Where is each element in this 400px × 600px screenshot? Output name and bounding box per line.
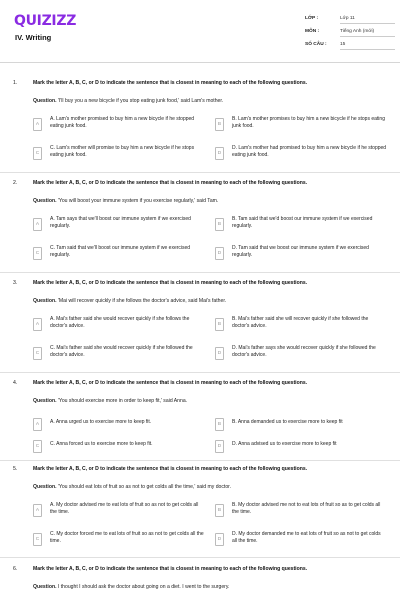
meta-key: SỐ CÂU : [305,42,327,47]
option-c[interactable] [33,345,203,365]
question-stem-text: I thought I should ask the doctor about going on a diet. I went to the surgery. [57,584,230,590]
question-stem [33,584,229,590]
option-c[interactable] [33,438,203,458]
meta-row-count [305,42,395,55]
question-label: Question. [33,198,57,204]
option-letter-box: B [215,418,224,431]
option-d[interactable] [215,245,385,265]
option-text: C. Tam said that we'll boost our immune system if we exercised regularly. [50,245,191,258]
page-header [0,0,400,62]
question-instruction: Mark the letter A, B, C, or D to indicate the sentence that is closest in meaning to each of the following questions. [33,80,308,86]
option-text: A. Mai's father said she would recover quickly if she follows the doctor's advice. [50,316,190,329]
option-d[interactable] [215,145,385,165]
question-instruction: Mark the letter A, B, C, or D to indicate the sentence that is closest in meaning to each of the following questions. [33,380,308,386]
option-text: D. Mai's father says she would recover quickly if she followed the doctor's advice. [232,345,376,358]
question-stem-text: 'You will boost your immune system if you exercise regularly,' said Tam. [57,198,219,204]
option-text: B. Tam said that we'd boost our immune system if we exercised regularly. [232,216,373,229]
question-divider [0,460,400,461]
option-text: A. Tam says that we'll boost our immune system if we exercised regularly. [50,216,191,229]
option-c[interactable] [33,245,203,265]
option-a[interactable] [33,116,203,136]
option-text: D. Lam's mother had promised to buy him a new bicycle if he stopped eating junk food. [232,145,387,158]
option-text: C. Anna forced us to exercise more to keep fit. [50,441,153,447]
header-divider [0,62,400,63]
question-instruction: Mark the letter A, B, C, or D to indicate the sentence that is closest in meaning to each of the following questions. [33,566,308,572]
meta-value: Tiếng Anh (mới) [340,29,395,37]
option-c[interactable] [33,145,203,165]
quizizz-logo: QUIZIZZ [14,13,77,29]
option-letter-box: D [215,247,224,260]
option-letter-box: B [215,118,224,131]
question-stem-text: 'Mai will recover quickly if she follows the doctor's advice, said Mai's father. [57,298,227,304]
option-letter-box: A [33,318,42,331]
option-letter-box: D [215,440,224,453]
option-a[interactable] [33,216,203,236]
option-letter-box: C [33,533,42,546]
option-letter-box: B [215,318,224,331]
option-b[interactable] [215,216,385,236]
option-text: B. Mai's father said she will recover quickly if she followed the doctor's advice. [232,316,369,329]
option-text: A. My doctor advised me to eat lots of fruit so as not to get colds all the time. [50,502,199,515]
option-letter-box: A [33,218,42,231]
option-b[interactable] [215,116,385,136]
option-d[interactable] [215,345,385,365]
meta-table [305,16,395,55]
question-number: 4. [13,380,18,386]
question-stem-text: 'You should exercise more in order to keep fit,' said Anna. [57,398,188,404]
meta-value: 15 [340,42,395,50]
option-a[interactable] [33,316,203,336]
option-letter-box: C [33,247,42,260]
question-stem [33,98,223,104]
meta-key: LỚP : [305,16,319,21]
option-letter-box: C [33,440,42,453]
question-stem-text: 'I'll buy you a new bicycle if you stop eating junk food,' said Lam's mother. [57,98,224,104]
option-c[interactable] [33,531,203,551]
question-label: Question. [33,398,57,404]
question-divider [0,172,400,173]
section-title: IV. Writing [15,33,52,42]
question-stem [33,484,231,490]
meta-value: Lớp 11 [340,16,395,24]
option-text: B. My doctor advised me not to eat lots of fruit so as to get colds all the time. [232,502,381,515]
option-d[interactable] [215,531,385,551]
option-letter-box: B [215,504,224,517]
option-letter-box: D [215,147,224,160]
question-instruction: Mark the letter A, B, C, or D to indicate the sentence that is closest in meaning to each of the following questions. [33,180,308,186]
option-text: B. Anna demanded us to exercise more to keep fit [232,419,343,425]
question-instruction: Mark the letter A, B, C, or D to indicate the sentence that is closest in meaning to each of the following questions. [33,466,308,472]
option-b[interactable] [215,416,385,436]
question-stem [33,198,218,204]
option-d[interactable] [215,438,385,458]
option-a[interactable] [33,416,203,436]
question-stem [33,398,187,404]
option-b[interactable] [215,502,385,522]
option-text: D. Anna advised us to exercise more to keep fit [232,441,337,447]
option-letter-box: A [33,504,42,517]
question-label: Question. [33,298,57,304]
question-divider [0,557,400,558]
question-label: Question. [33,98,57,104]
option-a[interactable] [33,502,203,522]
option-text: C. Mai's father said she would recover quickly if she followed the doctor's advice. [50,345,193,358]
question-label: Question. [33,584,57,590]
option-text: C. Lam's mother will promise to buy him a new bicycle if he stops eating junk food. [50,145,195,158]
question-divider [0,372,400,373]
question-stem-text: 'You should eat lots of fruit so as not to get colds all the time,' said my doctor. [57,484,231,490]
option-text: A. Lam's mother promised to buy him a new bicycle if he stopped eating junk food. [50,116,195,129]
option-letter-box: A [33,118,42,131]
option-text: C. My doctor forced me to eat lots of fruit so as not to get colds all the time. [50,531,204,544]
option-b[interactable] [215,316,385,336]
option-text: B. Lam's mother promises to buy him a new bicycle if he stops eating junk food. [232,116,385,129]
option-letter-box: C [33,347,42,360]
option-text: A. Anna urged us to exercise more to keep fit. [50,419,152,425]
meta-key: MÔN : [305,29,320,34]
question-number: 5. [13,466,18,472]
option-text: D. My doctor demanded me to eat lots of fruit so as not to get colds all the time. [232,531,381,544]
option-letter-box: D [215,533,224,546]
option-letter-box: D [215,347,224,360]
question-number: 3. [13,280,18,286]
question-number: 6. [13,566,18,572]
question-divider [0,272,400,273]
option-letter-box: C [33,147,42,160]
meta-row-subject [305,29,395,42]
option-letter-box: B [215,218,224,231]
option-text: D. Tam said that we boost our immune system if we exercised regularly. [232,245,369,258]
question-number: 2. [13,180,18,186]
meta-row-class [305,16,395,29]
question-label: Question. [33,484,57,490]
question-instruction: Mark the letter A, B, C, or D to indicate the sentence that is closest in meaning to each of the following questions. [33,280,308,286]
question-number: 1. [13,80,18,86]
question-stem [33,298,226,304]
option-letter-box: A [33,418,42,431]
